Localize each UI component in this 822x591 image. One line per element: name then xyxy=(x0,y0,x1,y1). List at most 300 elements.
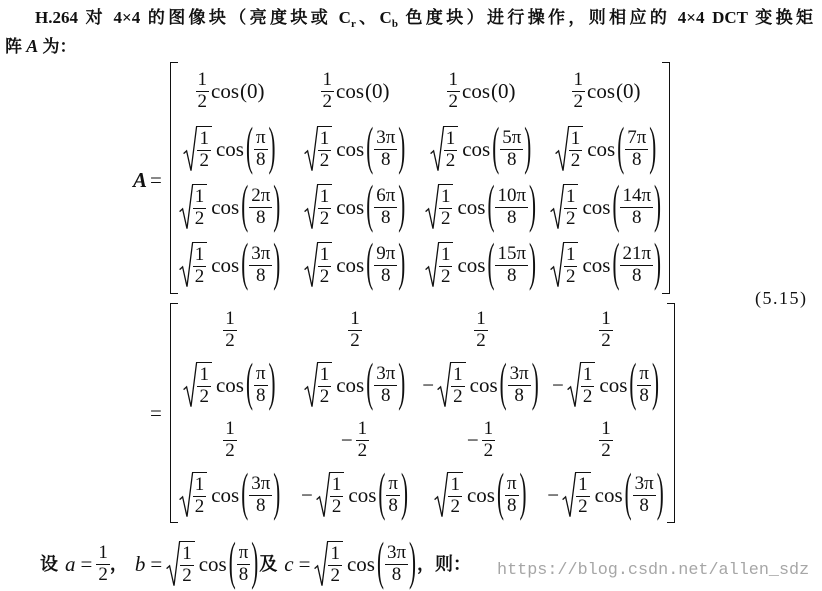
matrix-entry xyxy=(418,231,544,294)
radicand xyxy=(317,242,333,288)
fraction xyxy=(451,365,465,407)
square-root xyxy=(304,126,333,172)
fraction-denominator: 8 xyxy=(386,495,400,517)
fraction xyxy=(328,544,342,586)
right-parenthesis: ) xyxy=(519,462,527,523)
fraction xyxy=(625,128,648,170)
intro-text: 阵 xyxy=(5,37,27,56)
fraction-numerator: 1 xyxy=(330,542,340,564)
fraction-numerator: π xyxy=(255,126,266,148)
fraction xyxy=(374,364,397,406)
fraction xyxy=(193,475,207,517)
text-run: 设 xyxy=(40,553,58,574)
fraction-numerator: 1 xyxy=(194,474,205,496)
radical-sign-icon xyxy=(179,472,193,518)
matrix-entry xyxy=(292,231,418,294)
equation-lhs xyxy=(133,165,162,195)
fraction-numerator: 1 xyxy=(565,185,576,207)
radicand xyxy=(329,472,345,518)
definition-line xyxy=(40,530,472,591)
matrix-entry xyxy=(544,413,668,468)
radicand xyxy=(447,472,463,518)
matrix-entry-expression xyxy=(550,231,662,292)
minus-sign: − xyxy=(301,483,313,508)
left-parenthesis: ( xyxy=(365,78,372,103)
watermark: https://blog.csdn.net/allen_sdz xyxy=(497,561,810,580)
matrix-entry xyxy=(418,303,544,358)
fraction-denominator: 2 xyxy=(225,440,235,461)
fraction-denominator: 2 xyxy=(225,330,235,351)
equals-sign: = xyxy=(150,167,162,192)
matrix-entry xyxy=(292,62,418,120)
minus-sign: − xyxy=(340,428,353,453)
left-parenthesis: ( xyxy=(228,530,236,591)
fraction-denominator: 8 xyxy=(637,385,651,407)
matrix-entry-expression xyxy=(572,70,641,112)
fraction-numerator: 1 xyxy=(450,474,460,496)
radical-sign-icon xyxy=(425,242,439,288)
right-parenthesis: ) xyxy=(529,231,537,292)
square-root xyxy=(314,541,343,587)
fraction-numerator: 1 xyxy=(483,418,494,440)
square-root xyxy=(430,126,459,172)
left-parenthesis: ( xyxy=(245,352,253,413)
fraction-numerator: 1 xyxy=(570,127,581,149)
right-parenthesis: ) xyxy=(273,462,281,523)
left-parenthesis: ( xyxy=(496,462,504,523)
fraction xyxy=(196,70,210,112)
radical-sign-icon xyxy=(567,362,581,408)
radical-sign-icon xyxy=(183,126,197,172)
matrix-entry-expression xyxy=(599,309,613,351)
fraction xyxy=(482,419,496,461)
fraction xyxy=(254,364,268,406)
fraction xyxy=(318,129,332,171)
square-root xyxy=(434,472,463,518)
fraction xyxy=(330,475,344,517)
matrix-entry xyxy=(292,413,418,468)
matrix-entry-expression xyxy=(321,70,390,112)
square-root xyxy=(562,472,591,518)
fraction-numerator: 5π xyxy=(502,126,522,148)
fraction xyxy=(318,245,332,287)
matrix-entry xyxy=(168,115,292,178)
fraction-denominator: 8 xyxy=(505,495,519,517)
square-root xyxy=(425,184,454,230)
cos-function: cos xyxy=(211,483,240,508)
fraction-denominator: 2 xyxy=(578,496,588,517)
fraction-denominator: 8 xyxy=(374,385,397,407)
fraction-numerator: 1 xyxy=(322,68,332,90)
radicand xyxy=(450,362,466,408)
fraction xyxy=(223,419,237,461)
fraction-numerator: 15π xyxy=(497,242,527,264)
intro-text: 色度块）进行操作，则相应的 4×4 DCT 变换矩 xyxy=(397,8,814,27)
fraction-numerator: 1 xyxy=(194,243,205,265)
right-parenthesis: ) xyxy=(654,173,662,234)
cos-function: cos xyxy=(346,551,375,576)
matrix-entry xyxy=(418,173,544,236)
fraction-denominator: 2 xyxy=(448,90,458,112)
left-parenthesis: ( xyxy=(487,173,495,234)
left-parenthesis: ( xyxy=(241,462,249,523)
fraction-denominator: 8 xyxy=(374,265,397,287)
left-parenthesis: ( xyxy=(616,78,623,103)
left-parenthesis: ( xyxy=(612,231,620,292)
matrix-entry-expression xyxy=(304,173,407,234)
matrix-symbol: A xyxy=(133,167,148,192)
fraction-numerator: 2π xyxy=(251,184,271,206)
cos-function: cos xyxy=(336,136,365,161)
cos-function: cos xyxy=(587,136,616,161)
matrix-entry-expression xyxy=(223,419,237,461)
left-parenthesis: ( xyxy=(366,231,374,292)
fraction-denominator: 8 xyxy=(495,207,528,229)
fraction-denominator: 8 xyxy=(385,564,408,586)
fraction-denominator: 8 xyxy=(500,149,523,171)
function-argument: 0 xyxy=(247,78,258,103)
fraction-numerator: 1 xyxy=(225,418,235,440)
fraction xyxy=(447,70,461,112)
matrix-entry xyxy=(168,173,292,236)
matrix-entry-expression xyxy=(547,462,664,523)
radicand xyxy=(563,184,579,230)
fraction-denominator: 8 xyxy=(254,149,268,171)
matrix-entry-expression xyxy=(341,419,369,461)
minus-sign: − xyxy=(422,373,435,398)
matrix-entry-expression xyxy=(348,309,362,351)
fraction-denominator: 2 xyxy=(565,207,576,229)
fraction xyxy=(223,309,237,351)
fraction-numerator: 1 xyxy=(440,243,451,265)
fraction xyxy=(197,365,211,407)
fraction-denominator: 2 xyxy=(197,90,207,112)
matrix2-right-bracket xyxy=(667,303,675,523)
square-root xyxy=(304,242,333,288)
matrix-entry xyxy=(292,115,418,178)
fraction-numerator: 1 xyxy=(476,308,486,330)
fraction-denominator: 2 xyxy=(350,330,360,351)
matrix-entry-expression xyxy=(304,231,407,292)
fraction-denominator: 8 xyxy=(495,265,528,287)
right-parenthesis: ) xyxy=(398,231,406,292)
fraction xyxy=(193,187,207,229)
fraction xyxy=(599,309,613,351)
fraction xyxy=(318,187,332,229)
math-variable: a xyxy=(65,551,76,576)
fraction-denominator: 2 xyxy=(330,564,340,586)
radicand xyxy=(192,472,208,518)
equals-sign: = xyxy=(80,551,93,576)
matrix-entry-expression xyxy=(422,352,539,413)
right-parenthesis: ) xyxy=(633,78,641,103)
fraction xyxy=(474,309,488,351)
left-parenthesis: ( xyxy=(241,231,249,292)
fraction-denominator: 2 xyxy=(357,440,368,461)
matrix-entry-expression xyxy=(434,462,527,523)
matrix-entry xyxy=(418,413,544,468)
fraction xyxy=(385,543,408,585)
cos-function: cos xyxy=(198,551,227,576)
radicand xyxy=(575,472,591,518)
cos-function: cos xyxy=(457,194,486,219)
matrix-entry xyxy=(418,462,544,523)
matrix2-body xyxy=(168,303,668,523)
matrix-entry-expression xyxy=(430,115,533,176)
radical-sign-icon xyxy=(425,184,439,230)
square-root xyxy=(425,242,454,288)
radical-sign-icon xyxy=(304,242,318,288)
minus-sign: − xyxy=(547,483,560,508)
radicand xyxy=(192,184,208,230)
matrix-entry-expression xyxy=(552,352,660,413)
fraction xyxy=(444,129,458,171)
cos-function: cos xyxy=(336,194,365,219)
matrix-entry-expression xyxy=(425,173,537,234)
fraction-numerator: 1 xyxy=(445,127,456,149)
matrix-entry-expression xyxy=(179,231,282,292)
cos-function: cos xyxy=(457,252,486,277)
fraction xyxy=(374,186,397,228)
fraction-denominator: 2 xyxy=(476,330,486,351)
minus-sign: − xyxy=(466,428,479,453)
square-root xyxy=(179,184,208,230)
right-parenthesis: ) xyxy=(398,352,406,413)
fraction-numerator: 1 xyxy=(582,364,593,386)
matrix1-body xyxy=(168,62,668,294)
fraction-numerator: 3π xyxy=(509,363,529,385)
fraction-numerator: 3π xyxy=(376,363,396,385)
fraction-denominator: 2 xyxy=(331,496,342,517)
left-parenthesis: ( xyxy=(487,231,495,292)
fraction xyxy=(356,419,370,461)
fraction-denominator: 2 xyxy=(570,149,581,171)
radicand xyxy=(438,184,454,230)
matrix-entry xyxy=(292,462,418,523)
square-root xyxy=(567,362,596,408)
square-root xyxy=(179,242,208,288)
radicand xyxy=(563,242,579,288)
left-parenthesis: ( xyxy=(491,78,498,103)
matrix-entry-expression xyxy=(555,115,658,176)
intro-text: H.264 对 4×4 的图像块（亮度块或 C xyxy=(35,8,351,27)
fraction xyxy=(500,128,523,170)
fraction-numerator: 1 xyxy=(331,474,342,496)
right-parenthesis: ) xyxy=(251,530,259,591)
subscript-r: r xyxy=(350,18,356,30)
right-parenthesis: ) xyxy=(268,115,276,176)
intro-text: 、C xyxy=(355,8,392,27)
radicand xyxy=(568,126,584,172)
fraction-numerator: π xyxy=(388,473,398,495)
fraction xyxy=(495,244,528,286)
subscript-b: b xyxy=(391,18,398,30)
matrix-entry-expression xyxy=(550,173,662,234)
radical-sign-icon xyxy=(550,242,564,288)
left-parenthesis: ( xyxy=(245,115,253,176)
fraction xyxy=(569,129,583,171)
matrix-entry xyxy=(544,352,668,413)
fraction-numerator: 1 xyxy=(98,541,108,563)
matrix-entry xyxy=(168,352,292,413)
matrix-entry-expression xyxy=(467,419,495,461)
fraction-numerator: 1 xyxy=(199,364,209,386)
matrix-entry xyxy=(292,303,418,358)
fraction-denominator: 2 xyxy=(601,440,611,461)
cos-function: cos xyxy=(582,194,611,219)
radical-sign-icon xyxy=(562,472,576,518)
matrix-entry-expression xyxy=(474,309,488,351)
fraction-numerator: 1 xyxy=(319,364,330,386)
fraction-denominator: 2 xyxy=(319,386,330,407)
square-root xyxy=(437,362,466,408)
fraction-numerator: 1 xyxy=(319,185,330,207)
fraction xyxy=(620,244,653,286)
fraction-denominator: 8 xyxy=(254,385,268,407)
fraction-denominator: 8 xyxy=(374,149,397,171)
fraction-denominator: 8 xyxy=(620,207,653,229)
equals-sign: = xyxy=(150,400,162,425)
square-root xyxy=(304,362,333,408)
fraction-numerator: 10π xyxy=(497,184,527,206)
matrix-entry xyxy=(544,62,668,120)
right-parenthesis: ) xyxy=(398,173,406,234)
matrix-entry xyxy=(168,62,292,120)
fraction-denominator: 2 xyxy=(450,496,460,517)
fraction-denominator: 2 xyxy=(98,563,108,585)
fraction-numerator: 9π xyxy=(376,242,396,264)
fraction xyxy=(321,70,335,112)
text-run: 及 xyxy=(259,553,278,574)
right-parenthesis: ) xyxy=(531,352,539,413)
fraction-denominator: 2 xyxy=(199,149,209,171)
fraction-numerator: 1 xyxy=(565,243,576,265)
radical-sign-icon xyxy=(437,362,451,408)
fraction-numerator: 1 xyxy=(601,418,611,440)
text-run: ，则： xyxy=(417,553,472,574)
right-parenthesis: ) xyxy=(400,462,408,523)
square-root xyxy=(183,362,212,408)
matrix-entry-expression xyxy=(599,419,613,461)
fraction xyxy=(249,244,272,286)
left-parenthesis: ( xyxy=(492,115,500,176)
right-parenthesis: ) xyxy=(409,530,417,591)
fraction-numerator: 1 xyxy=(182,542,192,564)
function-argument: 0 xyxy=(623,78,634,103)
right-parenthesis: ) xyxy=(529,173,537,234)
fraction-numerator: 1 xyxy=(199,127,209,149)
fraction xyxy=(599,419,613,461)
cos-function: cos xyxy=(462,136,491,161)
cos-function: cos xyxy=(211,194,240,219)
radical-sign-icon xyxy=(550,184,564,230)
right-parenthesis: ) xyxy=(273,173,281,234)
matrix-entry xyxy=(418,115,544,178)
fraction xyxy=(374,128,397,170)
fraction-denominator: 2 xyxy=(573,90,583,112)
fraction xyxy=(374,244,397,286)
left-parenthesis: ( xyxy=(376,530,384,591)
fraction-denominator: 2 xyxy=(319,265,330,287)
fraction xyxy=(249,474,272,516)
left-parenthesis: ( xyxy=(617,115,625,176)
radicand xyxy=(196,126,212,172)
cos-function: cos xyxy=(215,373,244,398)
intro-line-2 xyxy=(5,35,77,58)
fraction-denominator: 8 xyxy=(374,207,397,229)
square-root xyxy=(166,541,195,587)
matrix-entry xyxy=(418,62,544,120)
fraction-numerator: 1 xyxy=(357,418,368,440)
matrix-entry-expression xyxy=(223,309,237,351)
math-variable: c xyxy=(284,551,294,576)
matrix-entry xyxy=(168,413,292,468)
fraction-numerator: 1 xyxy=(440,185,451,207)
fraction xyxy=(448,475,462,517)
cos-function: cos xyxy=(462,78,490,103)
equation-number: (5.15) xyxy=(755,288,808,308)
matrix-entry xyxy=(544,173,668,236)
matrix-entry xyxy=(544,115,668,178)
right-parenthesis: ) xyxy=(508,78,516,103)
right-parenthesis: ) xyxy=(654,231,662,292)
radical-sign-icon xyxy=(304,362,318,408)
right-parenthesis: ) xyxy=(651,352,659,413)
fraction-numerator: π xyxy=(255,363,266,385)
fraction xyxy=(572,70,586,112)
fraction-denominator: 2 xyxy=(601,330,611,351)
radical-sign-icon xyxy=(316,472,330,518)
left-parenthesis: ( xyxy=(240,78,247,103)
fraction xyxy=(637,364,651,406)
radical-sign-icon xyxy=(183,362,197,408)
right-parenthesis: ) xyxy=(273,231,281,292)
fraction-denominator: 8 xyxy=(508,385,531,407)
right-parenthesis: ) xyxy=(398,115,406,176)
fraction xyxy=(386,474,400,516)
fraction xyxy=(439,245,453,287)
fraction xyxy=(193,245,207,287)
radicand xyxy=(317,126,333,172)
square-root xyxy=(555,126,584,172)
fraction xyxy=(96,543,110,585)
radicand xyxy=(580,362,596,408)
cos-function: cos xyxy=(469,373,498,398)
function-argument: 0 xyxy=(372,78,383,103)
cos-function: cos xyxy=(582,252,611,277)
fraction-denominator: 2 xyxy=(440,265,451,287)
fraction-denominator: 8 xyxy=(625,149,648,171)
fraction xyxy=(564,187,578,229)
fraction xyxy=(439,187,453,229)
square-root xyxy=(183,126,212,172)
fraction xyxy=(254,128,268,170)
fraction-numerator: 3π xyxy=(386,541,407,563)
matrix-entry-expression xyxy=(304,115,407,176)
fraction xyxy=(237,543,251,585)
fraction xyxy=(197,129,211,171)
fraction xyxy=(581,365,595,407)
cos-function: cos xyxy=(348,483,377,508)
matrix-entry-expression xyxy=(447,70,516,112)
radicand xyxy=(327,541,343,587)
fraction xyxy=(180,544,194,586)
text-run: ， xyxy=(109,553,128,574)
radical-sign-icon xyxy=(179,184,193,230)
radical-sign-icon xyxy=(434,472,448,518)
cos-function: cos xyxy=(215,136,244,161)
fraction-denominator: 8 xyxy=(633,495,656,517)
